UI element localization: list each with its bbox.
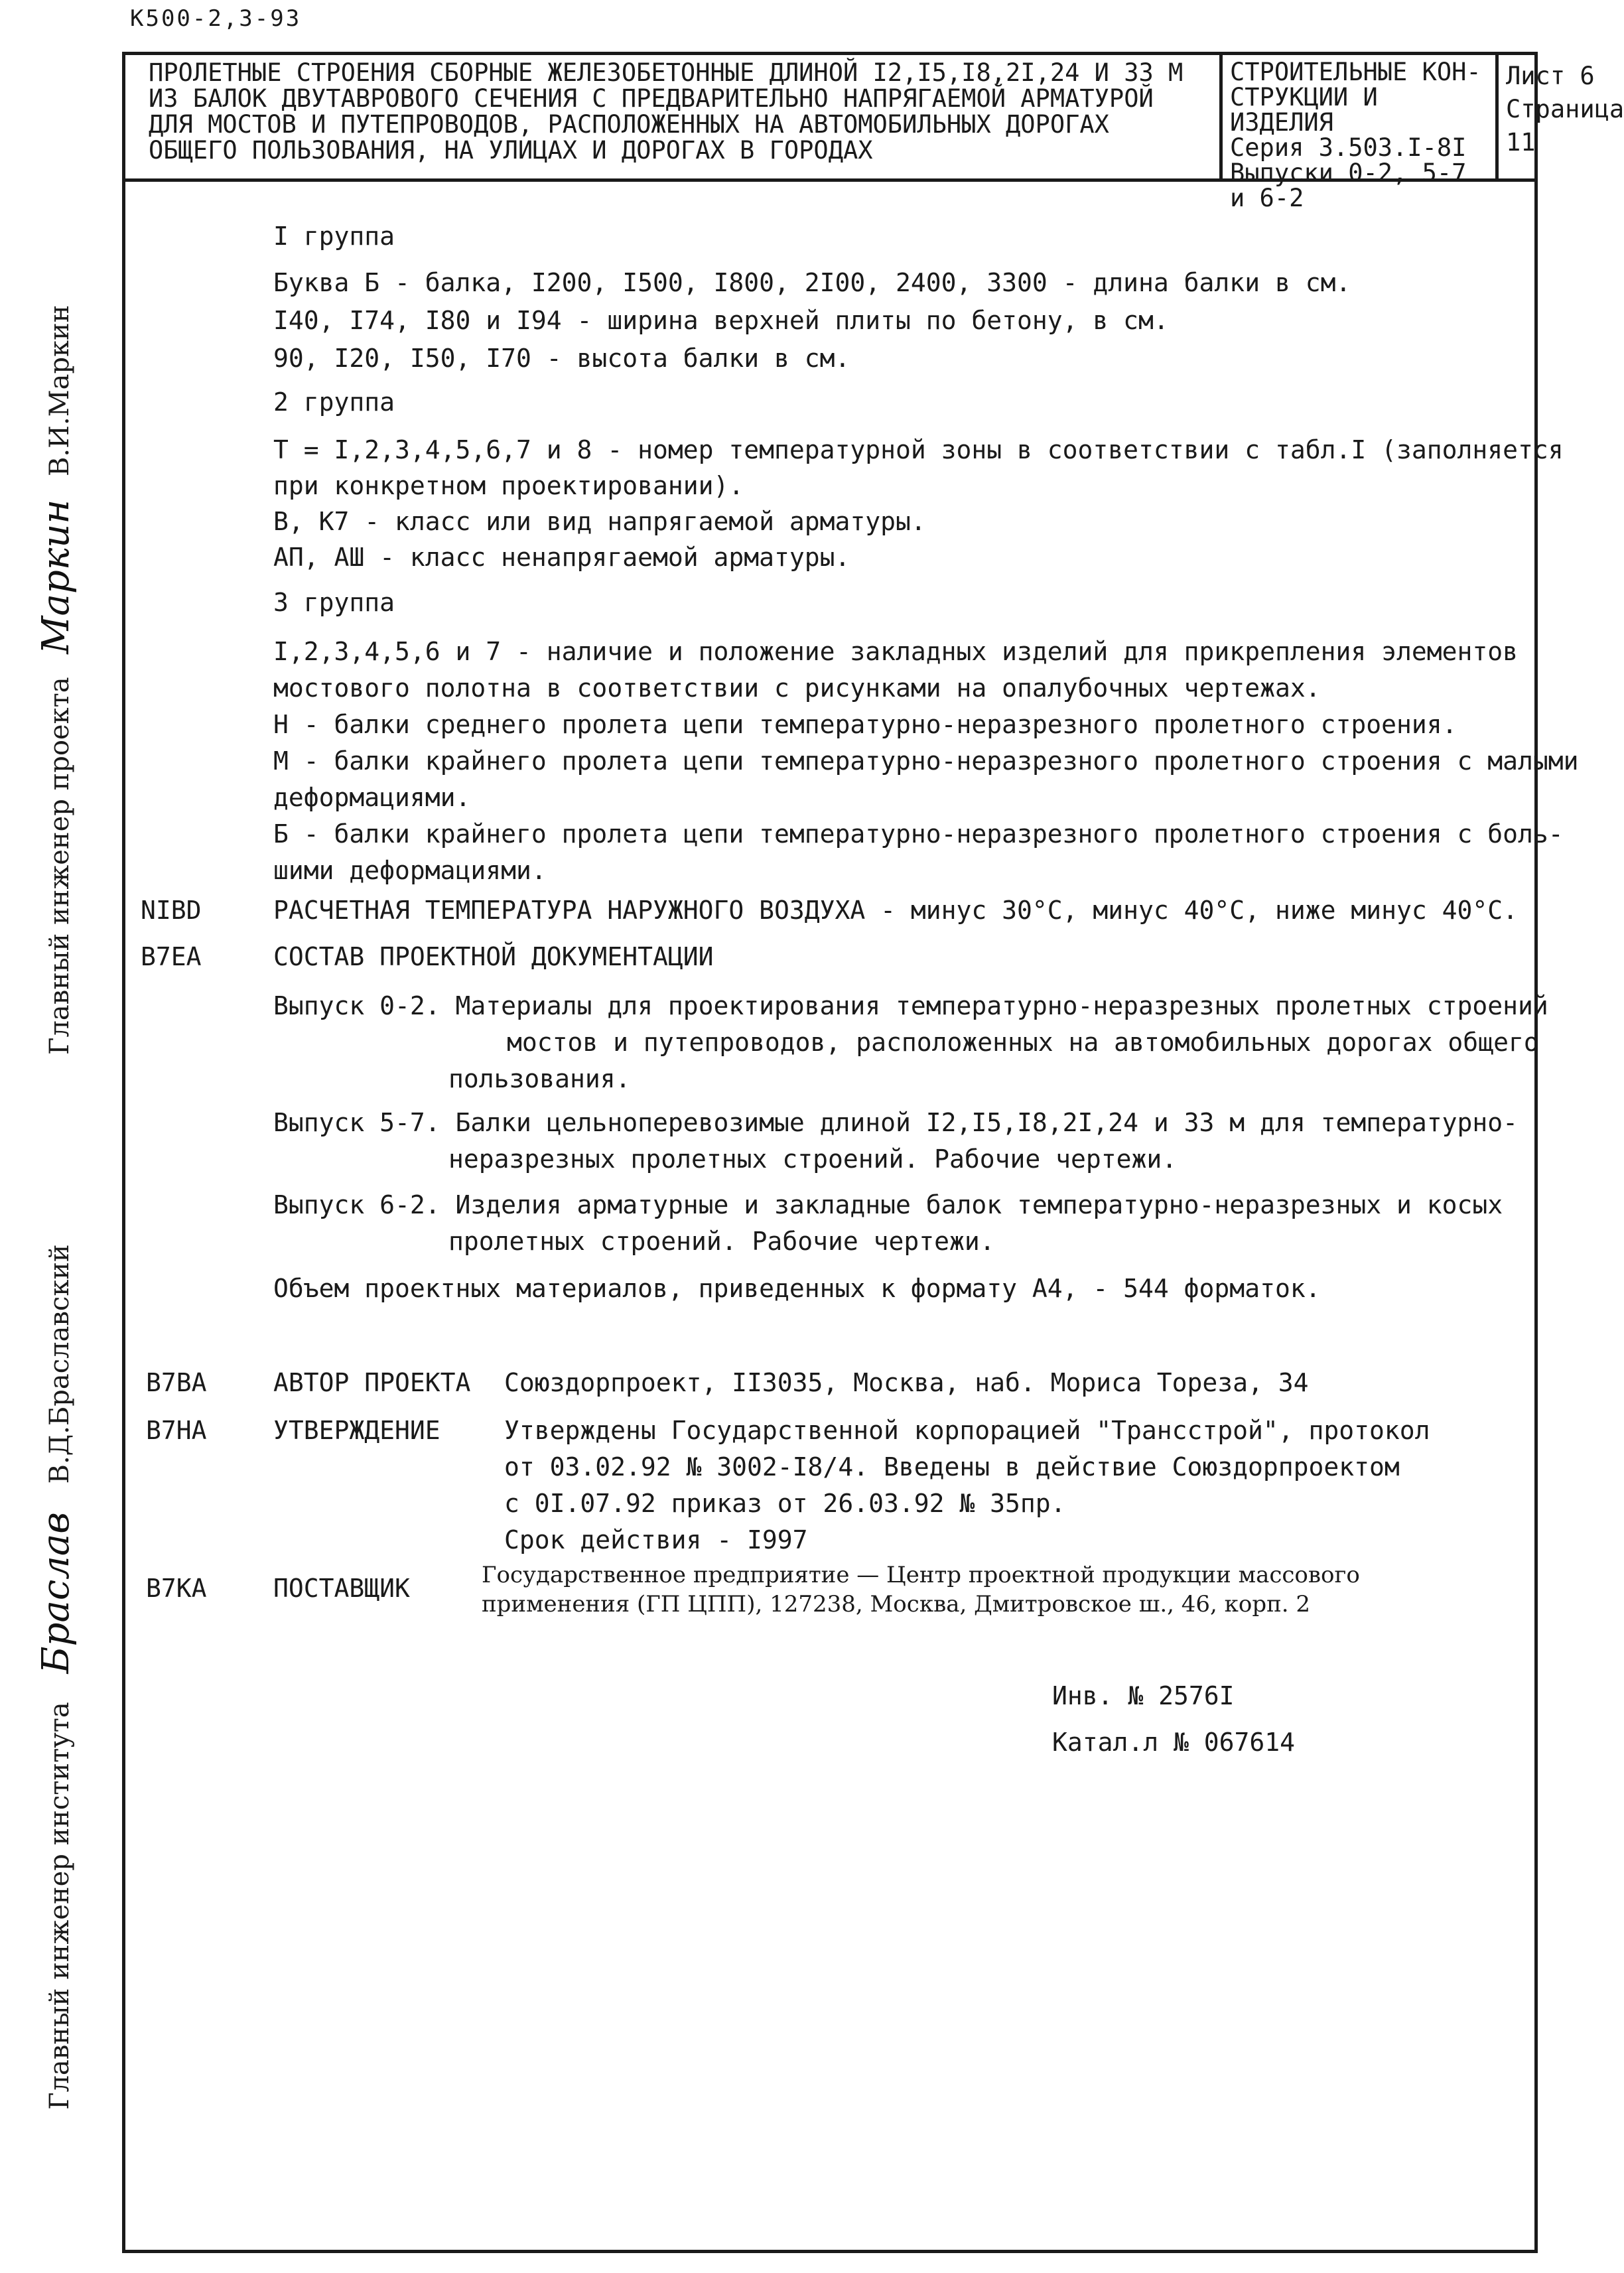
document-code: К500-2,3-93 [130,5,302,32]
text-line: Б - балки крайнего пролета цепи температурно-неразрезного пролетного строения с боль- [273,819,1564,849]
group-heading: I группа [273,222,395,251]
sidebar-label: Главный инженер института [44,1702,75,2110]
text-line: 90, I20, I50, I70 - высота балки в см. [273,344,850,373]
series-info [1230,60,1495,211]
text-line: шими деформациями. [273,856,547,885]
sidebar-name: В.И.Маркин [44,305,75,477]
issue-line: Выпуск 0-2. Материалы для проектирования температурно-неразрезных пролетных строений [273,991,1548,1020]
supplier-text [482,1560,1360,1619]
issue-item [273,1190,1503,1256]
inventory-number: Инв. № 2576I [1052,1681,1235,1710]
page-number: Страница 11 [1506,95,1624,157]
text-line: Т = I,2,3,4,5,6,7 и 8 - номер температурной зоны в соответствии с табл.I (заполняется [273,435,1564,464]
group1-lines [273,268,1351,373]
text-line: мостового полотна в соответствии с рисунками на опалубочных чертежах. [273,673,1321,703]
text-line: Н - балки среднего пролета цепи температурно-неразрезного пролетного строения. [273,710,1457,739]
signature: Браслав [34,1512,78,1674]
sidebar-chief-engineer-project [34,305,78,1055]
text-line: деформациями. [273,783,471,812]
section-code: NIBD [141,896,202,925]
supplier-label: ПОСТАВЩИК [273,1574,410,1603]
title-block-divider [1219,52,1223,182]
text-line: АП, АШ - класс ненапрягаемой арматуры. [273,543,850,572]
text-line: Буква Б - балка, I200, I500, I800, 2I00, 2400, 3300 - длина балки в см. [273,268,1351,297]
temperature-text: РАСЧЕТНАЯ ТЕМПЕРАТУРА НАРУЖНОГО ВОЗДУХА - минус 30°С, минус 40°С, ниже минус 40°С. [273,896,1518,925]
sidebar-name: В.Д.Браславский [44,1244,75,1484]
series-line: Выпуски 0-2, 5-7 [1230,159,1467,187]
author-label: АВТОР ПРОЕКТА [273,1368,471,1397]
group-heading: 2 группа [273,387,395,417]
section-code: В7ВА [146,1368,207,1397]
catalog-number: Катал.л № 067614 [1052,1728,1296,1757]
author-text: Союздорпроект, II3035, Москва, наб. Мориса Тореза, 34 [504,1368,1309,1397]
text-line: I,2,3,4,5,6 и 7 - наличие и положение закладных изделий для прикрепления элементов [273,637,1518,666]
approval-line: от 03.02.92 № 3002-I8/4. Введены в действие Союздорпроектом [504,1452,1400,1481]
section-code: В7НА [146,1416,207,1445]
sidebar-chief-engineer-institute [34,1244,78,2110]
issue-line: неразрезных пролетных строений. Рабочие чертежи. [448,1144,1178,1174]
supplier-line: применения (ГП ЦПП), 127238, Москва, Дмитровское ш., 46, корп. 2 [482,1591,1311,1618]
sheet-info [1506,60,1624,159]
series-line: Серия 3.503.I-8I [1230,133,1467,162]
series-line: СТРУКЦИИ И ИЗДЕЛИЯ [1230,83,1378,137]
sidebar-label: Главный инженер проекта [44,677,75,1055]
issue-line: Выпуск 6-2. Изделия арматурные и закладные балок температурно-неразрезных и косых [273,1190,1503,1219]
approval-label: УТВЕРЖДЕНИЕ [273,1416,440,1445]
issue-line: пользования. [448,1064,631,1093]
signature: Маркин [34,499,78,654]
issue-line: мостов и путепроводов, расположенных на автомобильных дорогах общего [507,1028,1539,1057]
series-line: и 6-2 [1230,184,1304,212]
text-line: при конкретном проектировании). [273,471,744,500]
sheet-number: Лист 6 [1506,62,1595,90]
volume-text: Объем проектных материалов, приведенных к формату А4, - 544 форматок. [273,1274,1321,1303]
issue-item [273,991,1548,1093]
approval-text [504,1416,1430,1554]
approval-line: Срок действия - I997 [504,1525,808,1554]
title-block [122,52,1624,212]
title-block-divider [1495,52,1499,182]
issue-line: пролетных строений. Рабочие чертежи. [448,1227,995,1256]
group2-lines [273,435,1564,572]
composition-heading: СОСТАВ ПРОЕКТНОЙ ДОКУМЕНТАЦИИ [273,942,714,971]
issue-line: Выпуск 5-7. Балки цельноперевозимые длиной I2,I5,I8,2I,24 и 33 м для температурно- [273,1108,1518,1137]
section-code: В7КА [146,1574,207,1603]
group-heading: 3 группа [273,588,395,617]
supplier-line: Государственное предприятие — Центр проектной продукции массового [482,1562,1360,1588]
series-line: СТРОИТЕЛЬНЫЕ КОН- [1230,58,1481,86]
text-line: М - балки крайнего пролета цепи температурно-неразрезного пролетного строения с малыми [273,746,1579,776]
document-title: ПРОЛЕТНЫЕ СТРОЕНИЯ СБОРНЫЕ ЖЕЛЕЗОБЕТОННЫЕ ДЛИНОЙ I2,I5,I8,2I,24 И 33 М ИЗ БАЛОК ДВУТАВРОВОГО СЕЧЕНИЯ С ПРЕДВАРИТЕЛЬНО НАПРЯГАЕМОЙ АРМАТУРОЙ ДЛЯ МОСТОВ И ПУТЕПРОВОДОВ, РАСПОЛОЖЕННЫХ НА АВТОМОБИЛЬНЫХ ДОРОГАХ ОБЩЕГО ПОЛЬЗОВАНИЯ, НА УЛИЦАХ И ДОРОГАХ В ГОРОДАХ [149,58,1184,165]
issue-item [273,1108,1518,1174]
approval-line: Утверждены Государственной корпорацией "Трансстрой", протокол [504,1416,1430,1445]
text-line: В, К7 - класс или вид напрягаемой арматуры. [273,507,926,536]
text-line: I40, I74, I80 и I94 - ширина верхней плиты по бетону, в см. [273,306,1169,335]
group3-lines [273,637,1579,885]
section-code: В7ЕА [141,942,202,971]
approval-line: с 0I.07.92 приказ от 26.03.92 № 35пр. [504,1489,1066,1518]
